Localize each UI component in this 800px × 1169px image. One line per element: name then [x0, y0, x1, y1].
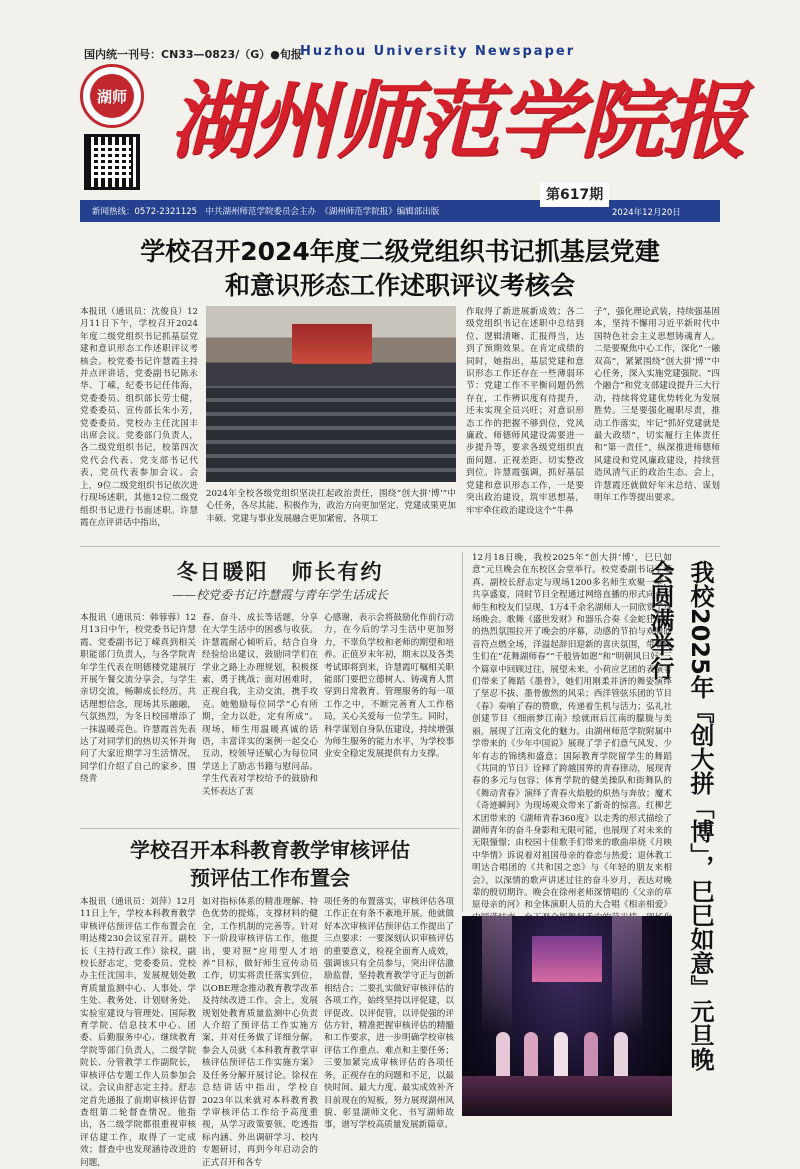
hotline-text: 新闻热线：0572-2321125 中共湖州师范学院委员会主办 《湖州师范学院报》编辑部出版 — [92, 207, 440, 217]
article4-body: 12月18日晚，我校2025年“创大拼‘博’，巳巳如意”元旦晚会在东校区会堂举行。校党委副书记丁嵘真、副校长舒志定与现场1200多名师生欢聚一堂，共享盛宴，同时节目全程通过网络直播的形式向全校师生和校友们呈现，1万4千余名湖师人一同欣赏了这场晚会。歌舞《盛世发财》和器乐合奏《金蛇狂舞》的热烈氛围拉开了晚会的序幕，动感的节拍与欢腾的音符点燃全场，洋溢起辞旧迎新的喜庆氛围，带领师生们在“花舞湖师春”“千般皆如愿”和“明朝风日好”三个篇章中回顾过往，展望未来。小荷应艺团的表演者们带来了舞蹈《墨骨》，她们用刚柔并济的舞姿演绎了坚忍不拔、墨骨傲然的风采；西洋管弦乐团的节目《春》奏响了春的赞歌，传递着生机与活力；弘礼社创建节目《细雨梦江南》绘就雨后江南的朦胧与美丽，展现了江南文化的魅力。由湖州师范学院附属中学带来的《少年中国说》展现了学子们意气风发、少年有志的锦绣和盛意；国际教育学院留学生的舞蹈《共同的节日》诠释了跨越国界的青春律动，展现青春的多元与包容；体育学院的健美操队和街舞队的《舞动青春》演绎了青春火焰般的炽热与奔放；魔术《奇迹瞬间》为现场观众带来了新奇的惊喜。红柳艺术团带来的《湖师青春360度》以走秀的形式描绘了湖师青年的奋斗身影和无限可能，也展现了对未来的无限憧憬；由校园十佳歌手们带来的歌曲串烧《月映中华情》诉说着对祖国母亲的眷恋与热爱；退休教工明达合唱团的《共和国之恋》与《年轻的朋友来相会》，以深情的歌声讲述过往的奋斗岁月，表达对晚辈的殷切期许。晚会在徐州老师深情唱的《父亲的草原母亲的河》和全体演职人员的大合唱《相亲相爱》 — [472, 553, 672, 911]
column-divider — [462, 552, 463, 912]
divider-rule — [80, 546, 720, 547]
article1-column-3: 作取得了新进展新成效；各二级党组织书记在述职中总结到位、逻辑清晰、汇报得当，达到了预期效果。在肯定成绩的同时，她指出，基层党建和意识形态工作还存在一些薄弱环节：党建工作不平衡问题仍然存在，工作辨识度有待提升，还未实现全员兴旺；对意识形态工作的把握不够到位，党风廉政、师德师风建设需要进一步提升等，要求各级党组织直面问题、正视差距、切实整改到位。许慧霞强调，抓好基层党建和意识形态工作，一是要突出政治建设，筑牢思想基，牢牢牵住政治建设这个“牛鼻 — [466, 307, 584, 516]
article1-headline-line1: 学校召开2024年度二级党组织书记抓基层党建 — [140, 237, 660, 266]
article3-column-1: 本报讯（通讯员：刘萍）12月11日上午，学校本科教育教学审核评估预评估工作布置会在明达楼230会议室召开。副校长（主持行政工作）徐权，副校长舒志定，党委委员、党校办主任沈国丰，发展规划处教育质量监测中心、人事处、学生处、教务处、计划财务处、实验室建设与管理处、国际教育学院、信息技术中心、团委、后勤服务中心、继续教育学院等部门负责人，二级学院院长、分管教学工作副院长，审核评估专题工作人员参加会议。会议由舒志定主持。舒志定首先通报了前期审核评估督查组第二轮督查情况。他指出，各二级学院都很重视审核评估建工作，取得了一定成效；督查中也发现涵待改进的问题， — [80, 897, 196, 1168]
article2-column-3: 心感谢，表示会将鼓励化作前行动力，在今后的学习生活中更加努力，不辜负学校和老师的期望和培养。正值岁末年初，期末以及各类考试即将到来，许慧霞叮嘱相关职能部门要把立德树人、铸魂育人贯穿到日常教育、管理服务的每一项工作之中，不断完善育人工作格局，关心关爱每一位学生。同时，科学谋划自身队伍建设，持续增强为师生服务的能力水平，为学校事业安全稳定发展提供有力支撑。 — [324, 613, 454, 760]
meeting-screen — [292, 324, 372, 364]
article3-headline-line1: 学校召开本科教育教学审核评估 — [130, 838, 410, 862]
article3-column-2: 如对指标体系的精准理解、特色优势的提炼，支撑材料的健全，工作机制的完善等。针对下一阶段审核评估工作，他提出，要对照“应用型人才培养”目标，做好师生宣传动员工作，切实将责任落实到位，以OBE理念推动教育教学改革及持续改进工作。会上，发展规划处教育质量监测中心负责人介绍了预评估工作实施方案，并对任务做了详细分解。参会人员就《本科教育教学审核评估预评估工作实施方案》及任务分解开展讨论。徐权在总结讲话中指出，学校自2023年以来就对本科教育教学审核评估工作给予高度重视，从学习政策要领、吃透指标内涵、外出调研学习、校内专题研讨，再到今年启动会的正式召开和各专 — [202, 897, 318, 1168]
issn-line: 国内统一刊号：CN33—0823/（G）●旬报 — [84, 48, 302, 61]
article1-caption-text: 2024年全校各级党组织坚决扛起政治责任，围绕“创大拼‘博’”中心任务，各尽其能、积极作为，政治方向更加坚定、党建成果更加丰硕、党建与事业发展融合更加紧密，各项工 — [206, 489, 456, 524]
logo-text: 湖师 — [90, 74, 134, 118]
meeting-photo — [206, 306, 456, 482]
article1-column-4: 子”，强化理论武装，持续强基固本，坚持不懈用习近平新时代中国特色社会主义思想铸魂育人。二是要聚焦中心工作，深化“一融双高”，紧紧围绕“创大拼‘博’”中心任务，深入实施党建强院、“四个融合”和党支部建设提升三大行动，持续将党建优势转化为发展胜势。三是要强化履职尽责，推动工作落实，牢记“抓好党建就是最大政绩”，切实履行主体责任和“第一责任”，纵深推进师德师风建设和党风廉政建设，持续营造风清气正的政治生态。会上，许慧霞还就做好年末总结、谋划明年工作等提出要求。 — [594, 307, 720, 504]
english-title: Huzhou University Newspaper — [300, 44, 576, 59]
divider-rule-2 — [80, 828, 460, 829]
article1-column-1: 本报讯（通讯员：沈俊良）12月11日下午，学校召开2024年度二级党组织书记抓基层党建和意识形态工作述职评议考核会。校党委书记许慧霞主持并点评讲话，党委副书记陈永华、丁嵘，纪委书记任伟海，党委委员、组织部长劳士健，党委委员、宣传部长朱小芳，党委委员、党校办主任沈国丰出席会议。党委部门负责人，各二级党组织书记，校第四次党代会代表、党支部书记代表，党员代表参加会议。会上，9位二级党组织书记依次进行现场述职，其他12位二级党组织书记进行书面述职。许慧霞在点评讲话中指出， — [80, 307, 198, 528]
audience-rows — [206, 386, 456, 482]
stage-screen — [532, 936, 602, 982]
article2-column-1: 本报讯（通讯员：韩蓉蓉）12月13日中午，校党委书记许慧霞、党委副书记丁嵘真到相关职能部门负责人，与各学院青年学生代表在明德楼党建展厅开展午餐交流分享会，与学生亲切交流，畅聊成长经历，共话理想信念，现场其乐融融，气氛热烈，为冬日校园增添了一抹温暖亮色。许慧霞首先表达了对同学们的热切关怀并询问了大家近期学习生活情况，同学们介绍了自己的家乡，围绕青 — [80, 613, 196, 785]
stage-floor — [462, 1076, 672, 1116]
article2-subheadline: ——校党委书记许慧霞与青年学生话成长 — [171, 588, 388, 602]
article3-column-3: 项任务的布置落实，审核评估各项工作正在有条不紊地开展。他就做好本次审核评估预评估工作提出了三点要求：一要深刻认识审核评估的重要意义，检视全面育人成效，强调该只有全员参与，突出评估激励监督，坚持教育教学守正与创新相结合；二要扎实做好审核评估的各项工作，始终坚持以评促建，以评促改、以评促管，以评促强的评估方针，精准把握审核评估的精髓和工作要求，进一步明确学校审核评估工作重点、难点和主要任务；三要加紧完成审核评估的各项任务，正视存在的问题和不足，以最快时间、最大力度、最实成效补齐目前现在的短板，努力展现湖州风貌、彰显湖师文化、书写湖师故事，谱写学校高质量发展新篇章。 — [324, 897, 454, 1131]
gala-stage-photo — [462, 916, 672, 1116]
article2-column-2: 春、奋斗、成长等话题，分享在大学生活中的困惑与收获。许慧霞耐心倾听后，结合自身经验给出建议，鼓励同学们在学业之路上办理规划，积极探索，勇于挑战；面对困难时，正视自我，主动交流，携手攻克。她勉励每位同学“心有所期，全力以赴，定有所成”。现场，师生用温暖真诚的话语，丰富详实的案例一起交心互动，校领导还赋心为每位同学送上了励志书籍与慰问品。学生代表对学校给予的鼓励和关怀表达了衷 — [202, 613, 318, 797]
spotlight-beam — [482, 916, 512, 1036]
newspaper-masthead: 湖州师范学院报 — [170, 71, 745, 170]
article1-headline-line2: 和意识形态工作述职评议考核会 — [224, 271, 575, 300]
article2-headline: 冬日暖阳 师长有约 — [176, 560, 384, 584]
spotlight-beam — [612, 916, 642, 1036]
article4-vertical-headline: 我校2025年『创大拼「博」，巳巳如意』元旦晚会圆满举行 — [646, 560, 714, 1071]
article3-headline-line2: 预评估工作布置会 — [190, 866, 350, 890]
university-logo — [80, 64, 144, 128]
qr-code-icon — [84, 134, 140, 190]
issue-number: 第617期 — [540, 183, 609, 207]
issue-date: 2024年12月20日 — [612, 208, 681, 218]
